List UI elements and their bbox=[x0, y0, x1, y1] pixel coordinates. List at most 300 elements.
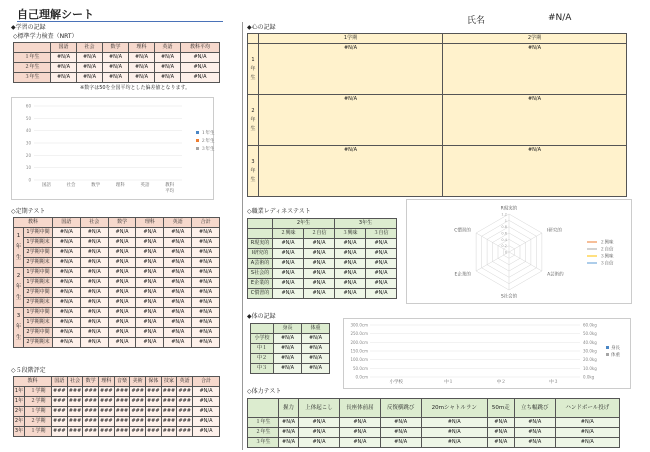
cell[interactable]: #N/A bbox=[80, 318, 108, 328]
cell[interactable]: ### bbox=[145, 407, 161, 417]
cell[interactable]: ### bbox=[52, 387, 68, 397]
row-label: 1学期期末 bbox=[24, 238, 53, 248]
cell[interactable]: #N/A bbox=[80, 288, 108, 298]
cell[interactable]: #N/A bbox=[304, 289, 335, 299]
cell[interactable]: ### bbox=[83, 427, 99, 437]
cell[interactable]: ### bbox=[52, 417, 68, 427]
cell[interactable]: #N/A bbox=[487, 428, 514, 438]
fitness-header: 上体起こし bbox=[299, 399, 340, 418]
heart-value: #N/A bbox=[343, 147, 358, 153]
cell[interactable]: ### bbox=[98, 407, 114, 417]
cell[interactable]: #N/A bbox=[155, 73, 181, 83]
cell[interactable]: #N/A bbox=[164, 298, 192, 308]
radar-axis-label: S社会的 bbox=[500, 294, 518, 300]
cell[interactable]: ### bbox=[83, 397, 99, 407]
cell[interactable]: #N/A bbox=[136, 228, 164, 238]
cell[interactable]: #N/A bbox=[192, 248, 220, 258]
cell[interactable]: #N/A bbox=[164, 338, 192, 348]
year-label: 2年 bbox=[14, 417, 25, 427]
table-row bbox=[14, 63, 220, 73]
cell[interactable]: #N/A bbox=[108, 338, 136, 348]
cell[interactable]: #N/A bbox=[380, 438, 421, 448]
cell[interactable]: #N/A bbox=[108, 258, 136, 268]
cell[interactable]: #N/A bbox=[304, 279, 335, 289]
row-label: 中２ bbox=[251, 354, 274, 364]
row-label: 1学期期末 bbox=[24, 318, 53, 328]
cell[interactable]: ### bbox=[177, 387, 193, 397]
y-tick-label: 50.0cm bbox=[352, 365, 368, 371]
cell[interactable]: #N/A bbox=[129, 63, 155, 73]
cell[interactable]: ### bbox=[177, 417, 193, 427]
cell[interactable]: ### bbox=[130, 417, 146, 427]
cell[interactable]: #N/A bbox=[53, 328, 81, 338]
cell[interactable]: #N/A bbox=[108, 278, 136, 288]
year-char: 生 bbox=[250, 74, 256, 81]
radar-chart-svg bbox=[407, 200, 631, 303]
cell[interactable]: ### bbox=[52, 427, 68, 437]
cell[interactable]: ### bbox=[161, 407, 177, 417]
career-sub-header: ３興味 bbox=[335, 229, 366, 239]
cell[interactable]: ### bbox=[161, 387, 177, 397]
radar-tick-label: 0 bbox=[504, 250, 507, 255]
cell[interactable]: #N/A bbox=[192, 278, 220, 288]
heart-cell[interactable] bbox=[443, 146, 627, 197]
cell[interactable]: #N/A bbox=[192, 298, 220, 308]
x-tick-label: 中１ bbox=[444, 380, 454, 385]
cell[interactable]: #N/A bbox=[53, 268, 81, 278]
y-tick-label: 10 bbox=[25, 165, 31, 171]
cell[interactable]: #N/A bbox=[192, 238, 220, 248]
cell[interactable]: #N/A bbox=[193, 427, 220, 437]
cell[interactable]: #N/A bbox=[129, 73, 155, 83]
row-label: C慣習的 bbox=[248, 289, 273, 299]
radar-axis-label: I研究的 bbox=[547, 228, 562, 234]
teiki-header: 教科 bbox=[14, 218, 53, 228]
cell[interactable]: #N/A bbox=[80, 338, 108, 348]
cell[interactable]: #N/A bbox=[366, 249, 397, 259]
cell[interactable]: #N/A bbox=[192, 318, 220, 328]
cell[interactable]: #N/A bbox=[339, 428, 380, 438]
cell[interactable]: #N/A bbox=[273, 259, 304, 269]
cell[interactable]: #N/A bbox=[53, 318, 81, 328]
year-label bbox=[14, 228, 24, 268]
cell[interactable]: #N/A bbox=[487, 418, 514, 428]
cell[interactable]: #N/A bbox=[555, 438, 619, 448]
cell[interactable]: #N/A bbox=[108, 328, 136, 338]
cell[interactable]: #N/A bbox=[302, 334, 330, 344]
fitness-header: 20mシャトルラン bbox=[421, 399, 487, 418]
cell[interactable]: #N/A bbox=[192, 308, 220, 318]
cell[interactable]: ### bbox=[177, 427, 193, 437]
cell[interactable]: #N/A bbox=[108, 288, 136, 298]
cell[interactable]: ### bbox=[161, 427, 177, 437]
row-label: S社会的 bbox=[248, 269, 273, 279]
radar-tick-label: 0.8 bbox=[501, 225, 507, 230]
cell[interactable]: #N/A bbox=[304, 259, 335, 269]
cell[interactable]: #N/A bbox=[80, 278, 108, 288]
cell[interactable]: #N/A bbox=[335, 269, 366, 279]
nrt-corner bbox=[14, 43, 51, 53]
cell[interactable]: #N/A bbox=[335, 249, 366, 259]
cell[interactable]: ### bbox=[161, 417, 177, 427]
cell[interactable]: #N/A bbox=[273, 289, 304, 299]
cell[interactable]: ### bbox=[130, 397, 146, 407]
cell[interactable]: ### bbox=[83, 417, 99, 427]
cell[interactable]: #N/A bbox=[80, 298, 108, 308]
cell[interactable]: #N/A bbox=[53, 288, 81, 298]
cell[interactable]: #N/A bbox=[108, 238, 136, 248]
cell[interactable]: #N/A bbox=[273, 249, 304, 259]
career-heading: ◇職業レディネステスト bbox=[247, 208, 311, 215]
cell[interactable]: ### bbox=[161, 397, 177, 407]
cell[interactable]: #N/A bbox=[193, 407, 220, 417]
y-tick-label: 0 bbox=[28, 177, 31, 183]
heart-heading: ◆心の記録 bbox=[247, 24, 276, 31]
legend-swatch bbox=[606, 346, 609, 349]
cell[interactable]: #N/A bbox=[108, 248, 136, 258]
row-label: 中３ bbox=[251, 364, 274, 374]
cell[interactable]: ### bbox=[98, 397, 114, 407]
y2-tick-label: 60.0kg bbox=[583, 322, 597, 328]
year-label: 2年 bbox=[14, 407, 25, 417]
radar-tick-label: 0.4 bbox=[501, 237, 507, 242]
row-label: 2学期中間 bbox=[24, 248, 53, 258]
cell[interactable]: #N/A bbox=[164, 308, 192, 318]
term-label: ２学期 bbox=[25, 397, 52, 407]
cell[interactable]: #N/A bbox=[192, 338, 220, 348]
year-char: 生 bbox=[250, 176, 256, 183]
cell[interactable]: #N/A bbox=[80, 238, 108, 248]
cell[interactable]: #N/A bbox=[80, 308, 108, 318]
cell[interactable]: #N/A bbox=[155, 53, 181, 63]
cell[interactable]: ### bbox=[145, 427, 161, 437]
cell[interactable]: #N/A bbox=[155, 63, 181, 73]
cell[interactable]: #N/A bbox=[192, 268, 220, 278]
cell[interactable]: #N/A bbox=[304, 249, 335, 259]
cell[interactable]: #N/A bbox=[380, 418, 421, 428]
teiki-header: 社会 bbox=[80, 218, 108, 228]
cell[interactable]: ### bbox=[130, 427, 146, 437]
cell[interactable]: #N/A bbox=[136, 238, 164, 248]
cell[interactable]: #N/A bbox=[193, 417, 220, 427]
cell[interactable]: #N/A bbox=[302, 364, 330, 374]
gosankai-header: 音楽 bbox=[114, 377, 130, 387]
fitness-header: 反復横跳び bbox=[380, 399, 421, 418]
table-row bbox=[14, 407, 220, 417]
cell[interactable]: #N/A bbox=[80, 258, 108, 268]
cell[interactable]: #N/A bbox=[192, 288, 220, 298]
heart-cell[interactable] bbox=[259, 146, 443, 197]
cell[interactable]: ### bbox=[145, 417, 161, 427]
year-label-text: 2年生 bbox=[15, 273, 22, 301]
cell[interactable]: #N/A bbox=[108, 308, 136, 318]
row-label: 2学期期末 bbox=[24, 298, 53, 308]
cell[interactable]: #N/A bbox=[279, 418, 299, 428]
table-row bbox=[248, 95, 627, 146]
year-char: 生 bbox=[250, 125, 256, 132]
cell[interactable]: #N/A bbox=[302, 344, 330, 354]
legend-swatch bbox=[196, 147, 199, 150]
cell[interactable]: #N/A bbox=[53, 278, 81, 288]
cell[interactable]: ### bbox=[114, 407, 130, 417]
cell[interactable]: ### bbox=[177, 397, 193, 407]
row-label: ２年生 bbox=[248, 428, 279, 438]
cell[interactable]: #N/A bbox=[421, 428, 487, 438]
cell[interactable]: #N/A bbox=[164, 228, 192, 238]
row-label: ３年生 bbox=[14, 73, 51, 83]
cell[interactable]: #N/A bbox=[274, 334, 302, 344]
cell[interactable]: #N/A bbox=[164, 288, 192, 298]
teiki-heading: ◇定期テスト bbox=[11, 208, 46, 215]
cell[interactable]: #N/A bbox=[136, 248, 164, 258]
year-label: 1年 bbox=[14, 387, 25, 397]
cell[interactable]: #N/A bbox=[421, 418, 487, 428]
year-char: 1 bbox=[251, 56, 255, 63]
teiki-header: 英語 bbox=[164, 218, 192, 228]
x-tick-label: 小学校 bbox=[389, 380, 403, 385]
cell[interactable]: #N/A bbox=[366, 239, 397, 249]
cell[interactable]: #N/A bbox=[136, 338, 164, 348]
cell[interactable]: #N/A bbox=[339, 418, 380, 428]
nrt-header: 理科 bbox=[129, 43, 155, 53]
cell[interactable]: ### bbox=[177, 407, 193, 417]
cell[interactable]: ### bbox=[67, 407, 83, 417]
cell[interactable]: #N/A bbox=[53, 298, 81, 308]
cell[interactable]: #N/A bbox=[164, 328, 192, 338]
heart-value: #N/A bbox=[527, 45, 542, 51]
year-char: 年 bbox=[250, 65, 256, 72]
cell[interactable]: ### bbox=[83, 387, 99, 397]
cell[interactable]: #N/A bbox=[53, 308, 81, 318]
cell[interactable]: #N/A bbox=[335, 239, 366, 249]
cell[interactable]: #N/A bbox=[80, 228, 108, 238]
cell[interactable]: ### bbox=[52, 397, 68, 407]
y-tick-label: 20 bbox=[25, 152, 31, 158]
term-label: １学期 bbox=[25, 407, 52, 417]
gosankai-header: 美術 bbox=[130, 377, 146, 387]
y-tick-label: 150.0cm bbox=[350, 348, 368, 354]
teiki-header: 合計 bbox=[192, 218, 220, 228]
cell[interactable]: #N/A bbox=[555, 418, 619, 428]
cell[interactable]: #N/A bbox=[53, 228, 81, 238]
cell[interactable]: #N/A bbox=[77, 63, 103, 73]
cell[interactable]: #N/A bbox=[335, 279, 366, 289]
cell[interactable]: #N/A bbox=[53, 258, 81, 268]
body-header: 身長 bbox=[274, 324, 302, 334]
cell[interactable]: #N/A bbox=[192, 258, 220, 268]
cell[interactable]: #N/A bbox=[380, 428, 421, 438]
cell[interactable]: #N/A bbox=[53, 238, 81, 248]
y-tick-label: 30 bbox=[25, 140, 31, 146]
cell[interactable]: ### bbox=[67, 397, 83, 407]
cell[interactable]: ### bbox=[67, 427, 83, 437]
table-row bbox=[248, 239, 397, 249]
cell[interactable]: #N/A bbox=[108, 298, 136, 308]
cell[interactable]: ### bbox=[114, 387, 130, 397]
cell[interactable]: #N/A bbox=[103, 63, 129, 73]
legend-label: ３年生 bbox=[201, 147, 215, 152]
cell[interactable]: #N/A bbox=[136, 318, 164, 328]
heart-cell[interactable] bbox=[259, 44, 443, 95]
cell[interactable]: #N/A bbox=[136, 298, 164, 308]
cell[interactable]: #N/A bbox=[192, 328, 220, 338]
cell[interactable]: #N/A bbox=[181, 73, 220, 83]
table-row bbox=[251, 354, 330, 364]
cell[interactable]: #N/A bbox=[136, 278, 164, 288]
cell[interactable]: #N/A bbox=[366, 289, 397, 299]
cell[interactable]: #N/A bbox=[514, 438, 555, 448]
cell[interactable]: ### bbox=[52, 407, 68, 417]
cell[interactable]: #N/A bbox=[335, 259, 366, 269]
cell[interactable]: #N/A bbox=[103, 73, 129, 83]
study-heading: ◆学習の記録 bbox=[11, 24, 46, 31]
teiki-header: 数学 bbox=[108, 218, 136, 228]
title-underline bbox=[17, 21, 223, 22]
cell[interactable]: #N/A bbox=[366, 269, 397, 279]
cell[interactable]: ### bbox=[114, 397, 130, 407]
career-corner bbox=[248, 229, 273, 239]
cell[interactable]: #N/A bbox=[108, 268, 136, 278]
cell[interactable]: #N/A bbox=[53, 338, 81, 348]
cell[interactable]: #N/A bbox=[279, 438, 299, 448]
cell[interactable]: ### bbox=[98, 427, 114, 437]
legend-label: ２自信 bbox=[600, 247, 614, 253]
table-row bbox=[14, 53, 220, 63]
legend-swatch bbox=[606, 353, 609, 356]
cell[interactable]: #N/A bbox=[304, 239, 335, 249]
cell[interactable]: #N/A bbox=[77, 73, 103, 83]
cell[interactable]: #N/A bbox=[421, 438, 487, 448]
cell[interactable]: #N/A bbox=[136, 308, 164, 318]
cell[interactable]: #N/A bbox=[164, 318, 192, 328]
cell[interactable]: #N/A bbox=[304, 269, 335, 279]
cell[interactable]: #N/A bbox=[339, 438, 380, 448]
cell[interactable]: ### bbox=[145, 397, 161, 407]
nrt-note: ※数字は50を全国平均とした偏差値となります。 bbox=[80, 85, 191, 91]
cell[interactable]: #N/A bbox=[164, 238, 192, 248]
year-char: 2 bbox=[251, 107, 255, 114]
teiki-header: 国語 bbox=[53, 218, 81, 228]
y2-tick-label: 20.0kg bbox=[583, 357, 597, 363]
table-row bbox=[14, 417, 220, 427]
gosankai-header: 保体 bbox=[145, 377, 161, 387]
heart-cell[interactable] bbox=[259, 95, 443, 146]
cell[interactable]: #N/A bbox=[51, 53, 77, 63]
table-row bbox=[248, 438, 620, 448]
cell[interactable]: ### bbox=[130, 387, 146, 397]
cell[interactable]: #N/A bbox=[80, 328, 108, 338]
cell[interactable]: #N/A bbox=[77, 53, 103, 63]
fitness-heading: ◇体力テスト bbox=[247, 388, 282, 395]
heart-cell[interactable] bbox=[443, 95, 627, 146]
cell[interactable]: ### bbox=[67, 417, 83, 427]
fitness-header: 50m走 bbox=[487, 399, 514, 418]
cell[interactable]: #N/A bbox=[279, 428, 299, 438]
cell[interactable]: #N/A bbox=[193, 387, 220, 397]
y-tick-label: 250.0cm bbox=[350, 331, 368, 337]
cell[interactable]: #N/A bbox=[108, 228, 136, 238]
year-label bbox=[14, 308, 24, 348]
heart-col-header: 2学期 bbox=[443, 34, 627, 44]
cell[interactable]: #N/A bbox=[181, 63, 220, 73]
cell[interactable]: #N/A bbox=[108, 318, 136, 328]
cell[interactable]: #N/A bbox=[51, 73, 77, 83]
cell[interactable]: #N/A bbox=[136, 258, 164, 268]
cell[interactable]: #N/A bbox=[273, 269, 304, 279]
cell[interactable]: #N/A bbox=[193, 397, 220, 407]
cell[interactable]: #N/A bbox=[366, 279, 397, 289]
cell[interactable]: #N/A bbox=[335, 289, 366, 299]
cell[interactable]: #N/A bbox=[80, 248, 108, 258]
nrt-table bbox=[13, 42, 220, 83]
y-tick-label: 60 bbox=[25, 103, 31, 109]
cell[interactable]: #N/A bbox=[164, 278, 192, 288]
cell[interactable]: #N/A bbox=[136, 288, 164, 298]
cell[interactable]: #N/A bbox=[366, 259, 397, 269]
cell[interactable]: #N/A bbox=[129, 53, 155, 63]
cell[interactable]: #N/A bbox=[164, 258, 192, 268]
cell[interactable]: #N/A bbox=[192, 228, 220, 238]
cell[interactable]: ### bbox=[83, 407, 99, 417]
cell[interactable]: ### bbox=[145, 387, 161, 397]
heart-year-label bbox=[248, 44, 259, 95]
cell[interactable]: #N/A bbox=[274, 344, 302, 354]
y-tick-label: 0.0cm bbox=[355, 374, 368, 380]
cell[interactable]: #N/A bbox=[164, 248, 192, 258]
gosankai-table bbox=[13, 376, 220, 437]
cell[interactable]: #N/A bbox=[164, 268, 192, 278]
cell[interactable]: #N/A bbox=[136, 328, 164, 338]
cell[interactable]: #N/A bbox=[514, 418, 555, 428]
heart-value: #N/A bbox=[343, 96, 358, 102]
cell[interactable]: #N/A bbox=[299, 438, 340, 448]
row-label: R現実的 bbox=[248, 239, 273, 249]
heart-cell[interactable] bbox=[443, 44, 627, 95]
cell[interactable]: #N/A bbox=[80, 268, 108, 278]
cell[interactable]: #N/A bbox=[53, 248, 81, 258]
cell[interactable]: ### bbox=[98, 417, 114, 427]
cell[interactable]: #N/A bbox=[273, 239, 304, 249]
cell[interactable]: #N/A bbox=[51, 63, 77, 73]
cell[interactable]: #N/A bbox=[103, 53, 129, 63]
cell[interactable]: #N/A bbox=[487, 438, 514, 448]
table-row bbox=[14, 308, 220, 318]
cell[interactable]: ### bbox=[130, 407, 146, 417]
cell[interactable]: #N/A bbox=[136, 268, 164, 278]
cell[interactable]: ### bbox=[114, 417, 130, 427]
cell[interactable]: #N/A bbox=[555, 428, 619, 438]
cell[interactable]: #N/A bbox=[299, 428, 340, 438]
row-label: 2学期中間 bbox=[24, 328, 53, 338]
cell[interactable]: ### bbox=[67, 387, 83, 397]
gosankai-header: 理科 bbox=[98, 377, 114, 387]
x-tick-label: 教科 bbox=[165, 183, 175, 188]
cell[interactable]: #N/A bbox=[273, 279, 304, 289]
cell[interactable]: #N/A bbox=[514, 428, 555, 438]
cell[interactable]: #N/A bbox=[299, 418, 340, 428]
cell[interactable]: #N/A bbox=[274, 364, 302, 374]
y-tick-label: 200.0cm bbox=[350, 339, 368, 345]
cell[interactable]: #N/A bbox=[302, 354, 330, 364]
cell[interactable]: ### bbox=[114, 427, 130, 437]
table-row bbox=[14, 258, 220, 268]
cell[interactable]: #N/A bbox=[181, 53, 220, 63]
body-heading: ◆体の記録 bbox=[247, 313, 276, 320]
cell[interactable]: #N/A bbox=[274, 354, 302, 364]
table-row bbox=[248, 249, 397, 259]
y2-tick-label: 40.0kg bbox=[583, 339, 597, 345]
cell[interactable]: ### bbox=[98, 387, 114, 397]
